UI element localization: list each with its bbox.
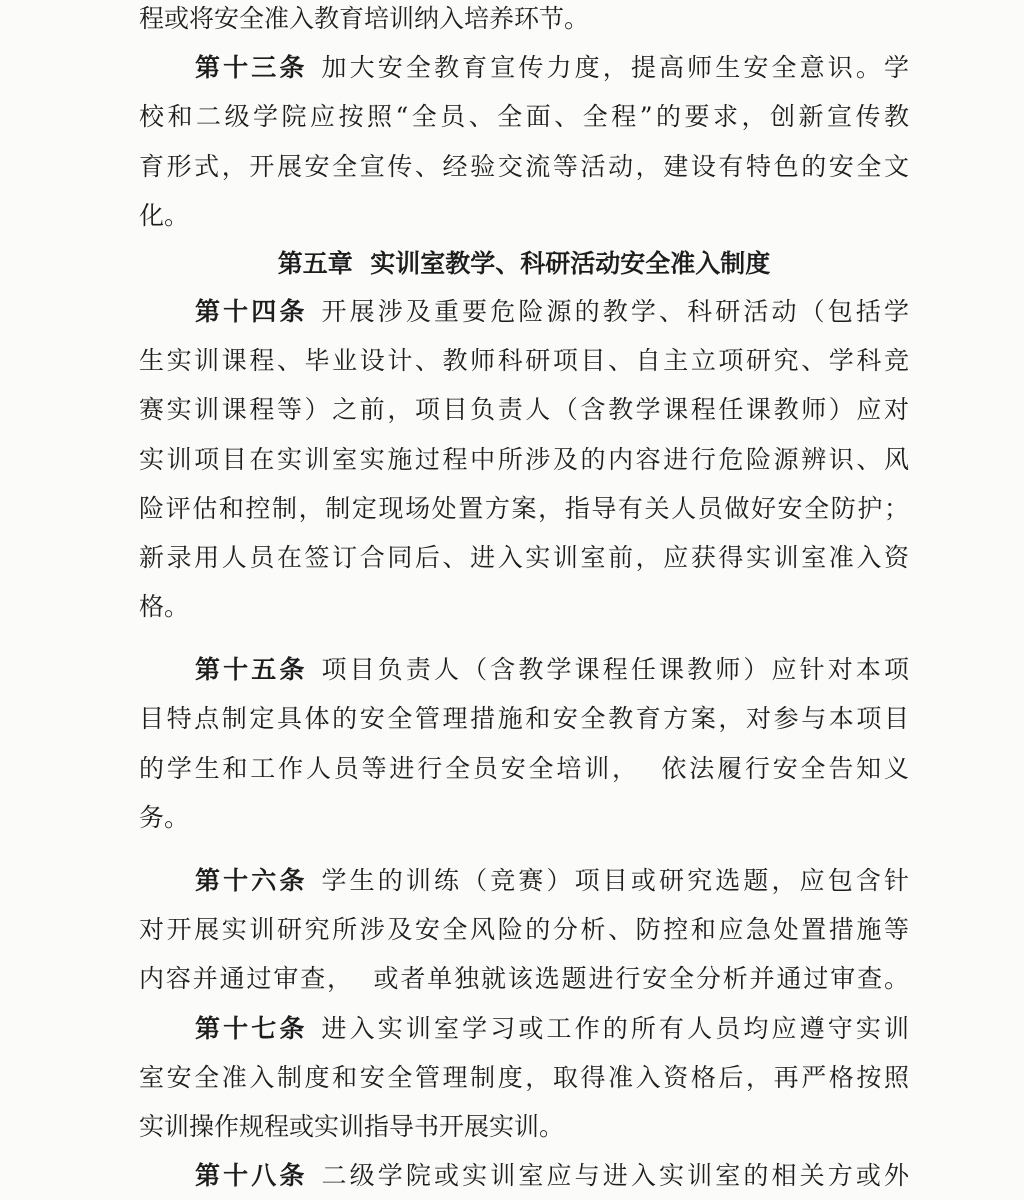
- article-line: 赛实训课程等）之前，项目负责人（含教学课程任课教师）应对: [139, 395, 909, 425]
- article-line: 目特点制定具体的安全管理措施和安全教育方案，对参与本项目: [139, 704, 909, 734]
- article-line: 校和二级学院应按照“全员、全面、全程”的要求，创新宣传教: [139, 102, 909, 132]
- article-line: 生实训课程、毕业设计、教师科研项目、自主立项研究、学科竞: [139, 346, 909, 376]
- article-text: 学生的训练（竞赛）项目或研究选题，应包含针: [321, 866, 909, 895]
- article-line: [139, 856, 909, 905]
- article-line: 育形式，开展安全宣传、经验交流等活动，建设有特色的安全文: [139, 151, 909, 181]
- article-line: 实训项目在实训室实施过程中所涉及的内容进行危险源辨识、风: [139, 444, 909, 474]
- chapter-title: 第五章 实训室教学、科研活动安全准入制度: [277, 248, 771, 278]
- article-text: 项目负责人（含教学课程任课教师）应针对本项: [321, 655, 909, 685]
- article-line: [139, 1151, 909, 1200]
- article-13: [139, 43, 909, 240]
- article-line: 内容并通过审查， 或者单独就该选题进行安全分析并通过审查。: [139, 964, 909, 994]
- article-text: 二级学院或实训室应与进入实训室的相关方或外: [321, 1161, 909, 1191]
- article-text: 进入实训室学习或工作的所有人员均应遵守实训: [321, 1013, 909, 1043]
- article-line: [139, 287, 909, 336]
- article-label: 第十七条: [195, 1013, 308, 1043]
- article-label: 第十四条: [195, 296, 308, 326]
- article-label: 第十六条: [195, 866, 308, 895]
- article-text: 加大安全教育宣传力度，提高师生安全意识。学: [321, 53, 909, 83]
- article-15: [139, 645, 909, 842]
- article-line: 化。: [139, 200, 190, 230]
- article-text: 开展涉及重要危险源的教学、科研活动（包括学: [321, 296, 909, 326]
- document-body: [139, 0, 909, 1200]
- article-line: 实训操作规程或实训指导书开展实训。: [139, 1111, 565, 1141]
- article-line: 新录用人员在签订合同后、进入实训室前，应获得实训室准入资: [139, 542, 909, 572]
- article-line: 室安全准入制度和安全管理制度，取得准入资格后，再严格按照: [139, 1062, 909, 1092]
- article-label: 第十八条: [195, 1161, 308, 1191]
- article-label: 第十五条: [195, 655, 308, 685]
- article-line: 的学生和工作人员等进行全员安全培训， 依法履行安全告知义: [139, 753, 909, 783]
- continuation-line: 程或将安全准入教育培训纳入培养环节。: [139, 4, 590, 33]
- article-14: [139, 287, 909, 631]
- article-line: 对开展实训研究所涉及安全风险的分析、防控和应急处置措施等: [139, 915, 909, 945]
- article-label: 第十三条: [195, 53, 308, 83]
- article-line: [139, 645, 909, 694]
- article-16: [139, 856, 909, 1004]
- article-18: [139, 1151, 909, 1200]
- article-line: [139, 1004, 909, 1053]
- article-17: [139, 1004, 909, 1152]
- article-line: [139, 43, 909, 92]
- article-line: 险评估和控制，制定现场处置方案，指导有关人员做好安全防护；: [139, 493, 909, 523]
- article-line: 格。: [139, 592, 190, 622]
- paragraph-gap: [139, 842, 909, 856]
- paragraph-gap: [139, 631, 909, 645]
- article-line: 务。: [139, 802, 190, 832]
